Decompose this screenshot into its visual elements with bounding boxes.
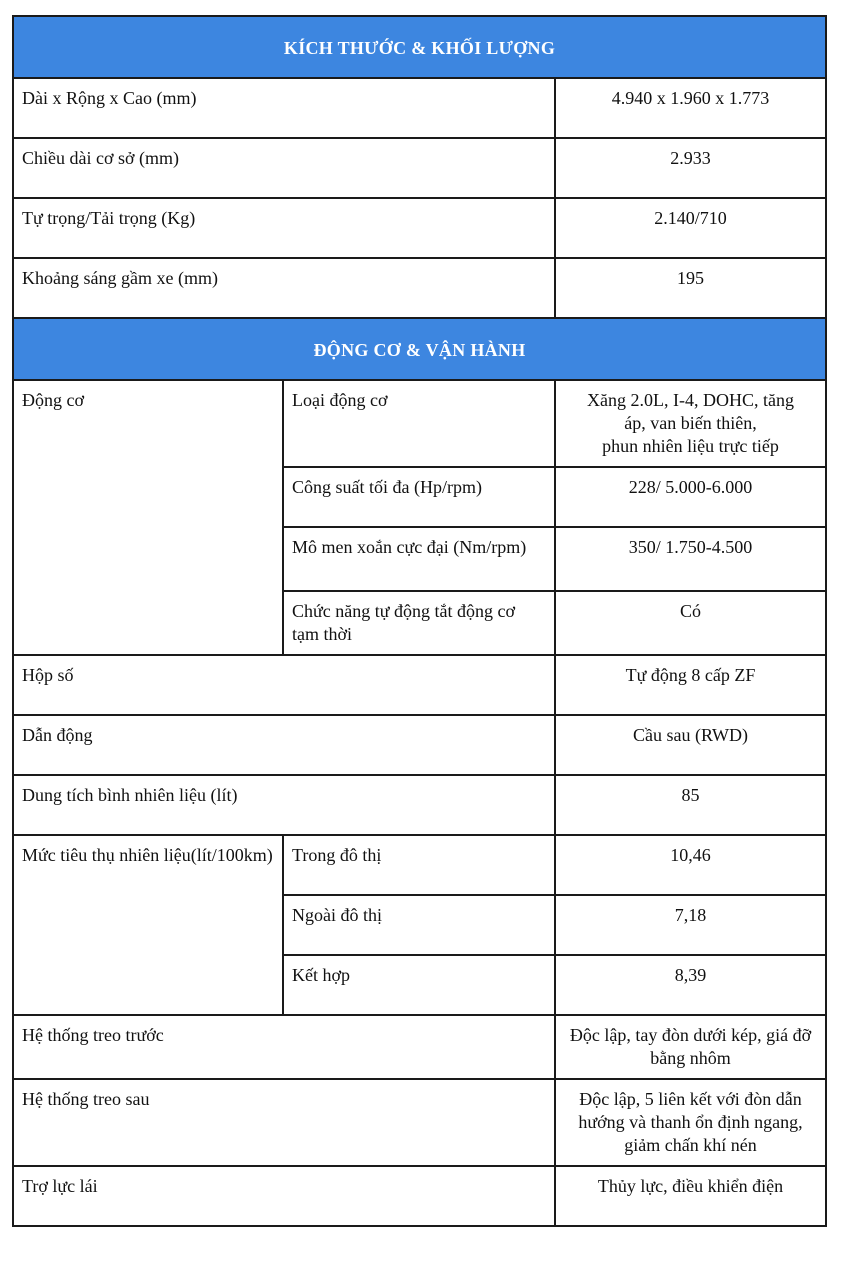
- spec-value: 2.140/710: [555, 198, 826, 258]
- spec-value: 4.940 x 1.960 x 1.773: [555, 78, 826, 138]
- spec-value: Độc lập, 5 liên kết với đòn dẫn hướng và thanh ổn định ngang, giảm chấn khí nén: [555, 1079, 826, 1166]
- table-row: [13, 775, 826, 835]
- spec-label: Hộp số: [13, 655, 555, 715]
- spec-label: Chức năng tự động tắt động cơ tạm thời: [283, 591, 555, 655]
- table-row: [13, 1015, 826, 1079]
- spec-value: 195: [555, 258, 826, 318]
- spec-label: Trong đô thị: [283, 835, 555, 895]
- engine-group-label: Động cơ: [13, 380, 283, 655]
- spec-label: Ngoài đô thị: [283, 895, 555, 955]
- table-row: [13, 715, 826, 775]
- value-line: áp, van biến thiên,: [624, 413, 757, 433]
- spec-label: Kết hợp: [283, 955, 555, 1015]
- spec-label: Dẫn động: [13, 715, 555, 775]
- spec-value: 10,46: [555, 835, 826, 895]
- section-header-dimensions: KÍCH THƯỚC & KHỐI LƯỢNG: [13, 16, 826, 78]
- spec-label: Mô men xoắn cực đại (Nm/rpm): [283, 527, 555, 591]
- spec-label: Tự trọng/Tải trọng (Kg): [13, 198, 555, 258]
- value-line: Xăng 2.0L, I-4, DOHC, tăng: [587, 390, 794, 410]
- table-row: [13, 655, 826, 715]
- spec-label: Dài x Rộng x Cao (mm): [13, 78, 555, 138]
- value-line: phun nhiên liệu trực tiếp: [602, 436, 779, 456]
- spec-value: 350/ 1.750-4.500: [555, 527, 826, 591]
- spec-label: Dung tích bình nhiên liệu (lít): [13, 775, 555, 835]
- section-header-engine: ĐỘNG CƠ & VẬN HÀNH: [13, 318, 826, 380]
- table-row: [13, 1079, 826, 1166]
- spec-value: 85: [555, 775, 826, 835]
- spec-value: Có: [555, 591, 826, 655]
- spec-label: Trợ lực lái: [13, 1166, 555, 1226]
- table-row: [13, 138, 826, 198]
- spec-value: 2.933: [555, 138, 826, 198]
- spec-value: 8,39: [555, 955, 826, 1015]
- consumption-group-label: Mức tiêu thụ nhiên liệu(lít/100km): [13, 835, 283, 1015]
- spec-value: Độc lập, tay đòn dưới kép, giá đỡ bằng nhôm: [555, 1015, 826, 1079]
- spec-value: Cầu sau (RWD): [555, 715, 826, 775]
- table-row: [13, 198, 826, 258]
- spec-label: Chiều dài cơ sở (mm): [13, 138, 555, 198]
- table-row: [13, 835, 826, 895]
- spec-label: Hệ thống treo sau: [13, 1079, 555, 1166]
- spec-value: 7,18: [555, 895, 826, 955]
- spec-label: Hệ thống treo trước: [13, 1015, 555, 1079]
- table-row: [13, 258, 826, 318]
- spec-value: Tự động 8 cấp ZF: [555, 655, 826, 715]
- spec-label: Khoảng sáng gầm xe (mm): [13, 258, 555, 318]
- table-row: [13, 380, 826, 467]
- spec-label: Công suất tối đa (Hp/rpm): [283, 467, 555, 527]
- spec-value: Thủy lực, điều khiển điện: [555, 1166, 826, 1226]
- table-row: [13, 78, 826, 138]
- table-row: [13, 1166, 826, 1226]
- spec-value: 228/ 5.000-6.000: [555, 467, 826, 527]
- spec-table: [12, 15, 827, 1227]
- spec-label: Loại động cơ: [283, 380, 555, 467]
- spec-value: [555, 380, 826, 467]
